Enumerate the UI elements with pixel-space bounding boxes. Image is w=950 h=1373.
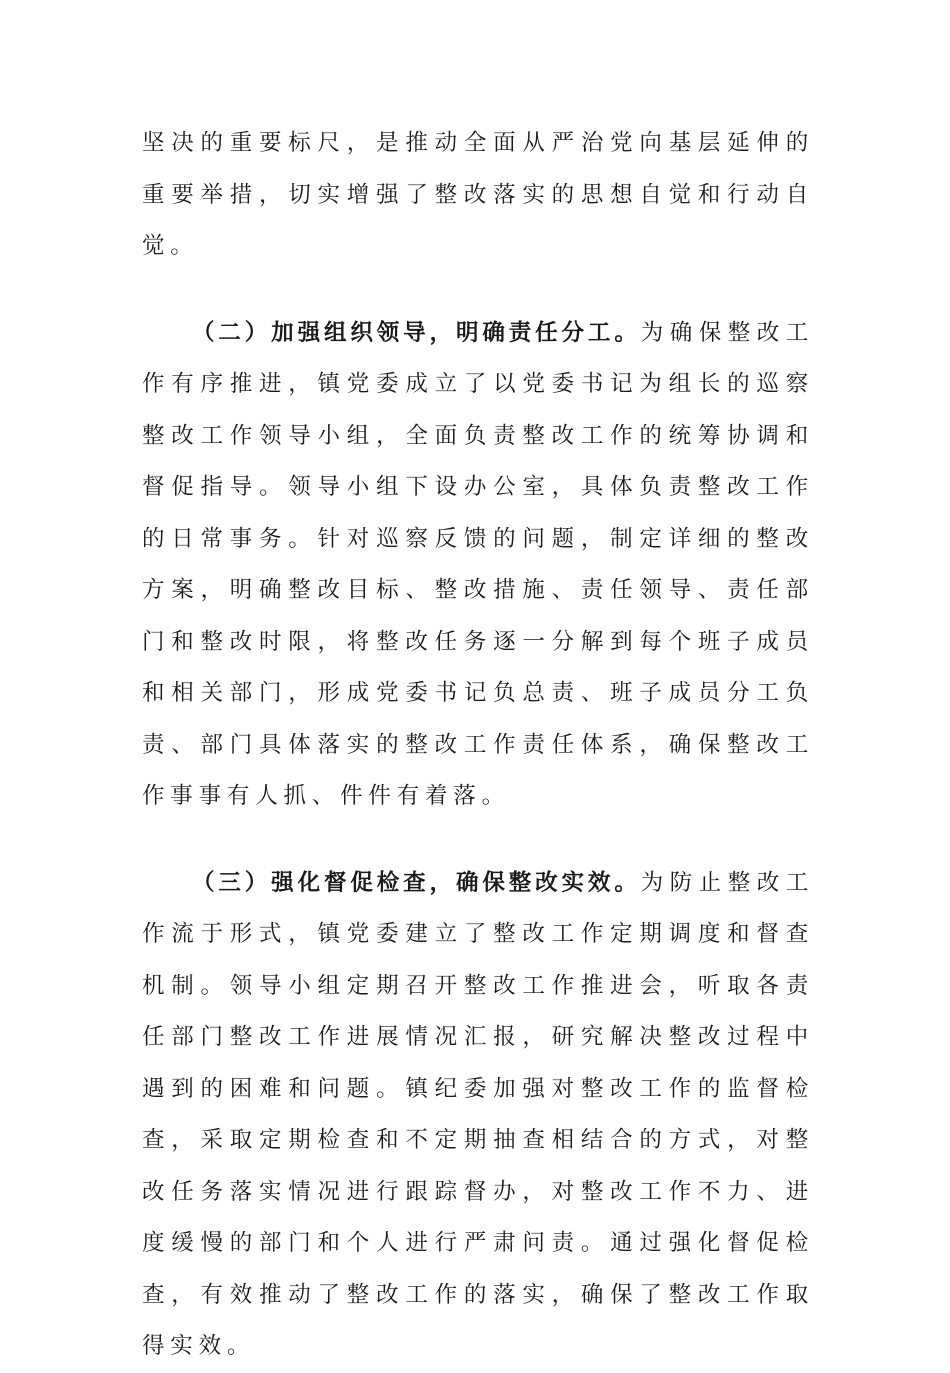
- paragraph-text: 为防止整改工作流于形式，镇党委建立了整改工作定期调度和督查机制。领导小组定期召开整改工作推进会，听取各责任部门整改工作进展情况汇报，研究解决整改过程中遇到的困难和问题。镇纪委加强对整改工作的监督检查，采取定期检查和不定期抽查相结合的方式，对整改任务落实情况进行跟踪督办，对整改工作不力、进度缓慢的部门和个人进行严肃问责。通过强化督促检查，有效推动了整改工作的落实，确保了整改工作取得实效。: [142, 869, 814, 1359]
- paragraph-text: 为确保整改工作有序推进，镇党委成立了以党委书记为组长的巡察整改工作领导小组，全面负责整改工作的统筹协调和督促指导。领导小组下设办公室，具体负责整改工作的日常事务。针对巡察反馈的问题，制定详细的整改方案，明确整改目标、整改措施、责任领导、责任部门和整改时限，将整改任务逐一分解到每个班子成员和相关部门，形成党委书记负总责、班子成员分工负责、部门具体落实的整改工作责任体系，确保整改工作事事有人抓、件件有着落。: [142, 319, 814, 809]
- section-heading-2: （二）加强组织领导，明确责任分工。: [192, 319, 641, 346]
- paragraph-continuation: [142, 118, 814, 273]
- paragraph-section-3: [142, 858, 814, 1373]
- document-body: [142, 118, 814, 1373]
- section-heading-3: （三）强化督促检查，确保整改实效。: [192, 869, 641, 896]
- paragraph-text: 坚决的重要标尺，是推动全面从严治党向基层延伸的重要举措，切实增强了整改落实的思想自觉和行动自觉。: [142, 130, 814, 259]
- paragraph-section-2: [142, 308, 814, 823]
